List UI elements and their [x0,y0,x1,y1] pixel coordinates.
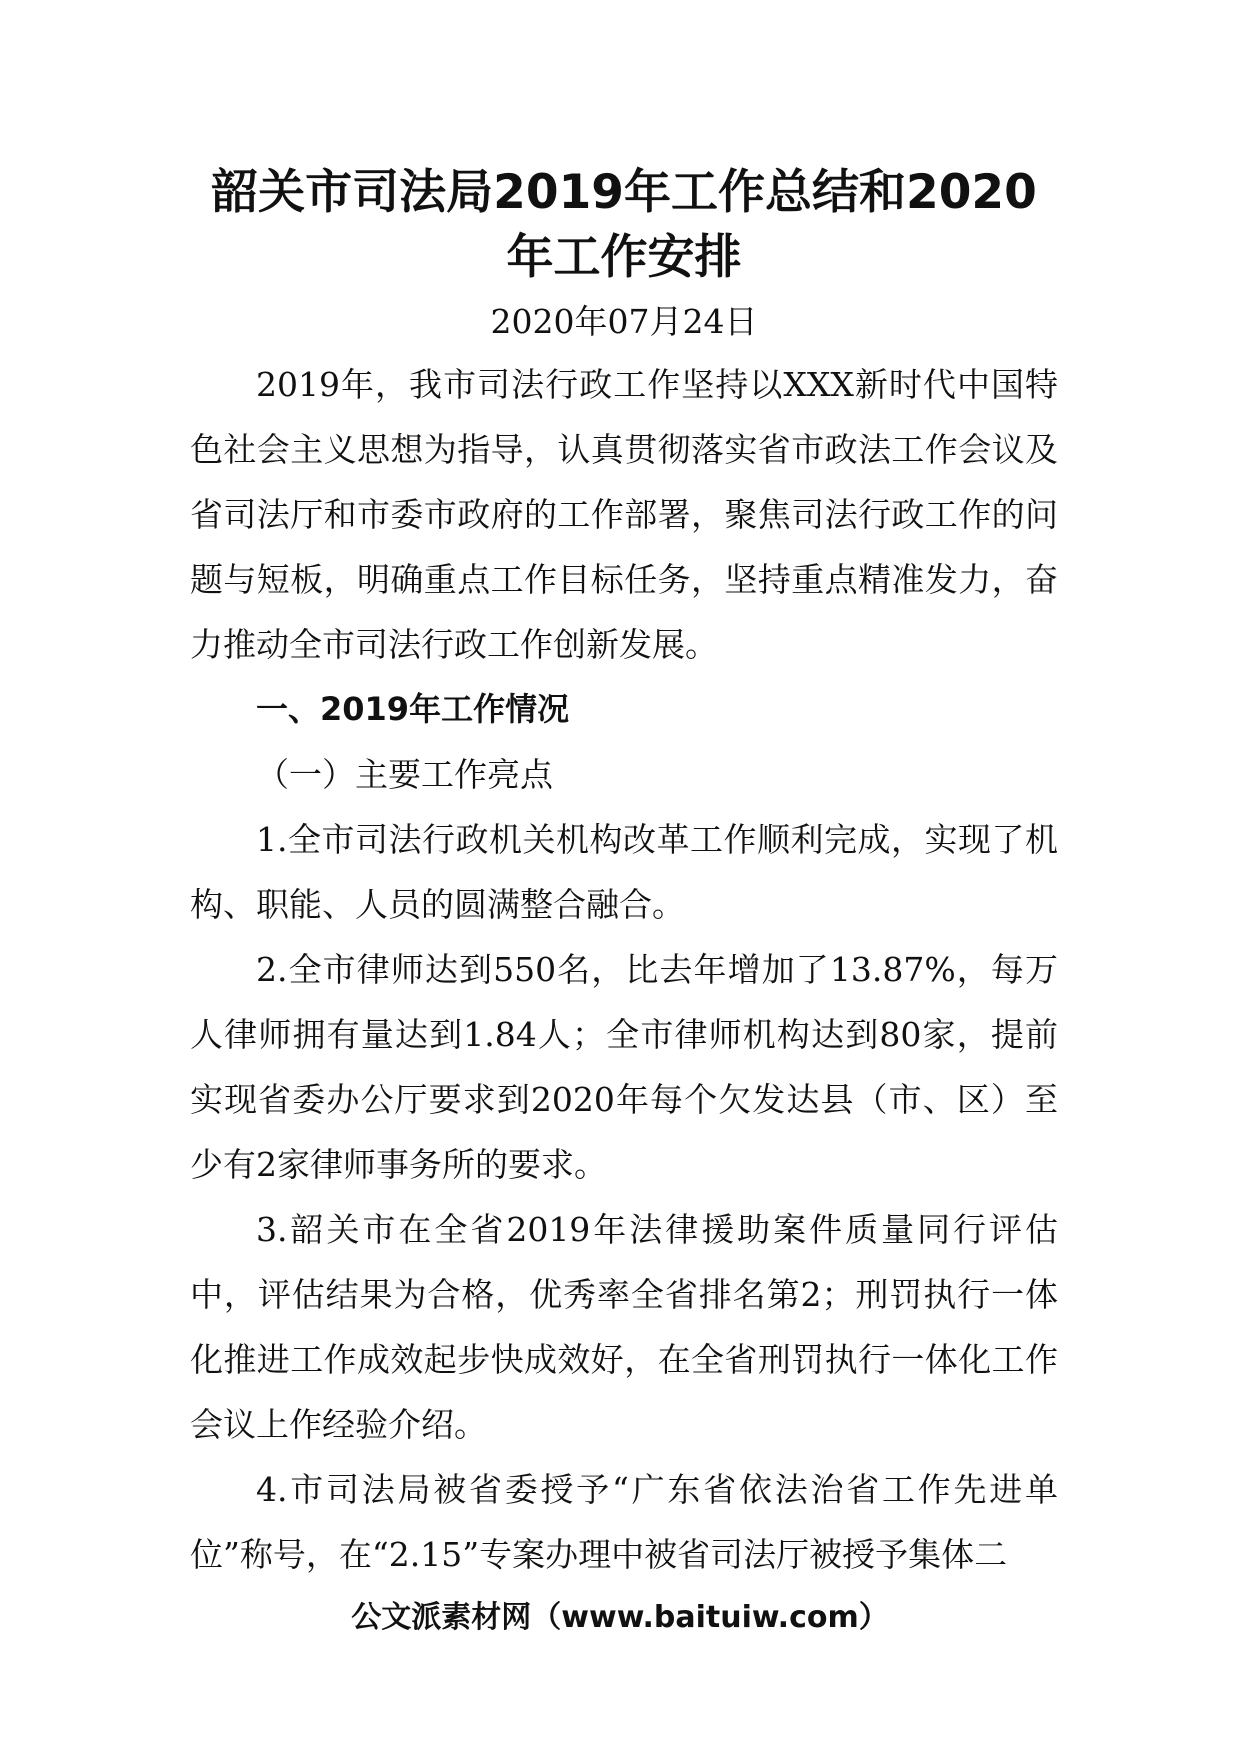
section-heading: 一、2019年工作情况 [256,690,570,728]
list-item: 3.韶关市在全省2019年法律援助案件质量同行评估中，评估结果为合格，优秀率全省排名第2；刑罚执行一体化推进工作成效起步快成效好，在全省刑罚执行一体化工作会议上作经验介绍。 [190,1210,1058,1444]
subsection-heading: （一）主要工作亮点 [256,755,553,794]
document-date: 2020年07月24日 [490,302,758,341]
footer-watermark: 公文派素材网（www.baituiw.com） [351,1600,889,1635]
document-page [190,160,1058,1587]
list-item: 2.全市律师达到550名，比去年增加了13.87%，每万人律师拥有量达到1.84人；全市律师机构达到80家，提前实现省委办公厅要求到2020年每个欠发达县（市、区）至少有2家律师事务所的要求。 [190,950,1058,1184]
list-item: 4.市司法局被省委授予“广东省依法治省工作先进单位”称号，在“2.15”专案办理中被省司法厅被授予集体二 [190,1470,1058,1574]
list-item: 1.全市司法行政机关机构改革工作顺利完成，实现了机构、职能、人员的圆满整合融合。 [190,820,1058,924]
document-title: 韶关市司法局2019年工作总结和2020年工作安排 [211,165,1037,285]
intro-paragraph: 2019年，我市司法行政工作坚持以XXX新时代中国特色社会主义思想为指导，认真贯彻落实省市政法工作会议及省司法厅和市委市政府的工作部署，聚焦司法行政工作的问题与短板，明确重点工作目标任务，坚持重点精准发力，奋力推动全市司法行政工作创新发展。 [190,365,1058,664]
